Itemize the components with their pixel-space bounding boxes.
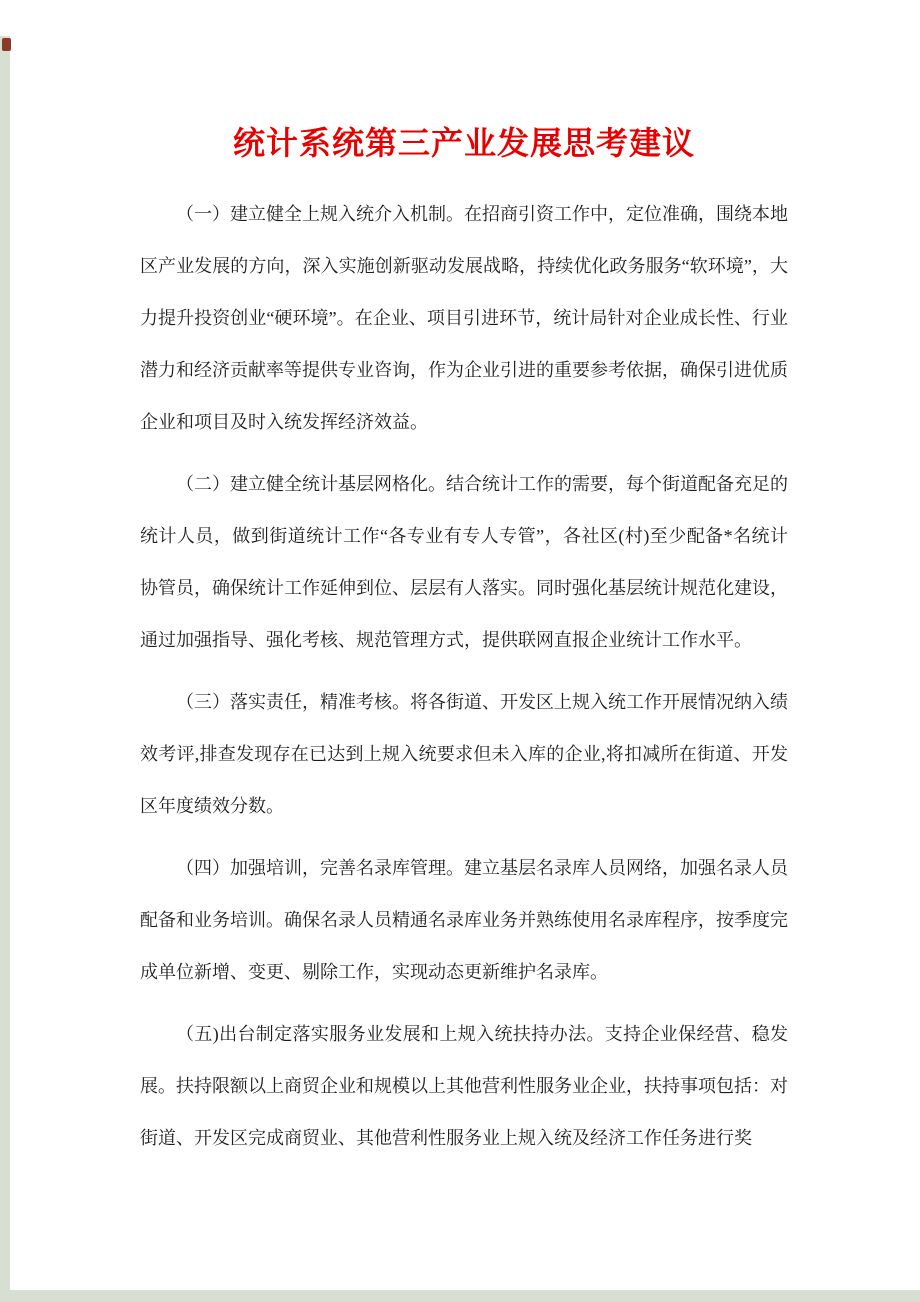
paragraph-2: （二）建立健全统计基层网格化。结合统计工作的需要，每个街道配备充足的统计人员，做到街道统计工作“各专业有专人专管”，各社区(村)至少配备*名统计协管员，确保统计工作延伸到位、层层有人落实。同时强化基层统计规范化建设，通过加强指导、强化考核、规范管理方式，提供联网直报企业统计工作水平。 — [140, 474, 788, 650]
page-edge-left — [0, 36, 10, 1302]
document-title: 统计系统第三产业发展思考建议 — [232, 125, 695, 161]
paragraph-5: （五)出台制定落实服务业发展和上规入统扶持办法。支持企业保经营、稳发展。扶持限额以上商贸企业和规模以上其他营利性服务业企业，扶持事项包括：对街道、开发区完成商贸业、其他营利性服务业上规入统及经济工作任务进行奖 — [140, 1024, 788, 1148]
paragraph-3: （三）落实责任，精准考核。将各街道、开发区上规入统工作开展情况纳入绩效考评,排查发现存在已达到上规入统要求但未入库的企业,将扣减所在街道、开发区年度绩效分数。 — [140, 692, 788, 816]
paragraph-4: （四）加强培训，完善名录库管理。建立基层名录库人员网络，加强名录人员配备和业务培训。确保名录人员精通名录库业务并熟练使用名录库程序，按季度完成单位新增、变更、剔除工作，实现动态更新维护名录库。 — [140, 858, 788, 982]
paragraph-1: （一）建立健全上规入统介入机制。在招商引资工作中，定位准确，围绕本地区产业发展的方向，深入实施创新驱动发展战略，持续优化政务服务“软环境”，大力提升投资创业“硬环境”。在企业、项目引进环节，统计局针对企业成长性、行业潜力和经济贡献率等提供专业咨询，作为企业引进的重要参考依据，确保引进优质企业和项目及时入统发挥经济效益。 — [140, 204, 788, 432]
scan-artifact-mark — [2, 38, 11, 51]
page-edge-bottom — [0, 1290, 920, 1302]
